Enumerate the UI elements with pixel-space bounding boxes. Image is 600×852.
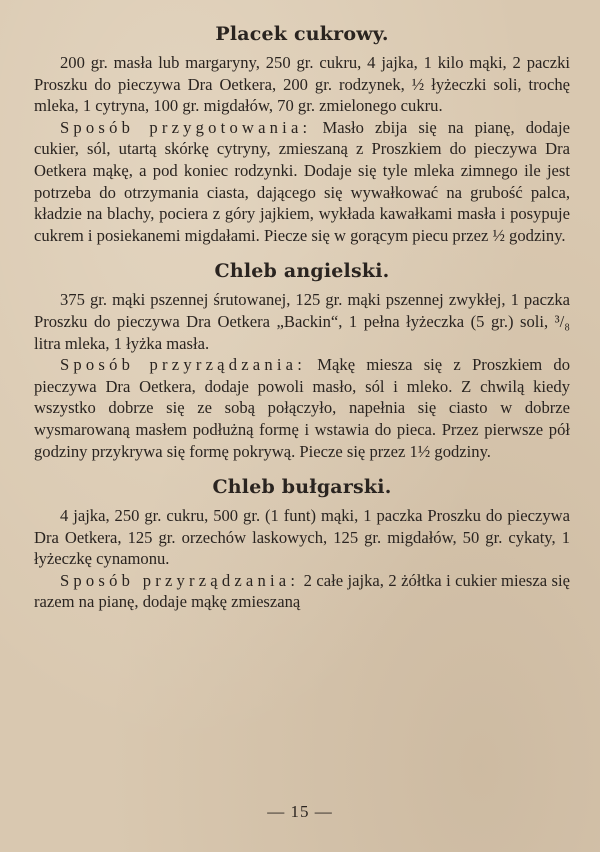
recipe-method bbox=[34, 117, 570, 247]
recipe-ingredients: 200 gr. masła lub margaryny, 250 gr. cukru, 4 jajka, 1 kilo mąki, 2 paczki Proszku do pieczywa Dra Oetkera, 200 gr. rodzynek, ½ łyżeczki soli, trochę mleka, 1 cytryna, 100 gr. migdałów, 70 gr. zmielonego cukru. bbox=[34, 53, 570, 116]
recipe-chleb-angielski bbox=[34, 259, 570, 462]
method-text: Masło zbija się na pianę, dodaje cukier, sól, utartą skórkę cytryny, zmieszaną z Proszkiem do pieczywa Dra Oetkera mąkę, a pod koniec rodzynki. Dodaje się tyle mleka zimnego ile jest potrzeba do otrzymania ciasta, dającego się wywałkować na grubość palca, kładzie na blachy, pociera z góry jajkiem, wykłada kawałkami masła i posypuje cukrem i posiekanemi migdałami. Piecze się w gorącym piecu przez ½ godziny. bbox=[34, 117, 570, 245]
recipe-title: Chleb bułgarski. bbox=[212, 476, 392, 499]
method-text: 2 całe jajka, 2 żółtka i cukier miesza się razem na pianę, dodaje mąkę zmieszaną bbox=[34, 570, 570, 612]
recipe-placek-cukrowy bbox=[34, 22, 570, 246]
method-label: Sposób przygotowania: bbox=[60, 117, 312, 137]
recipe-title: Chleb angielski. bbox=[214, 260, 390, 283]
method-label: Sposób przyrządzania: bbox=[60, 355, 307, 375]
recipe-chleb-bulgarski bbox=[34, 475, 570, 613]
method-text: Mąkę miesza się z Proszkiem do pieczywa Dra Oetkera, dodaje powoli masło, sól i mleko. Z chwilą kiedy wszystko dobrze się ze sobą połączyło, napełnia się ciasto w dobrze wysmarowaną masłem podłużną formę i wstawia do pieca. Przez pierwsze pół godziny przykrywa się formę pokrywą. Piecze się przez 1½ godziny. bbox=[34, 355, 570, 461]
recipe-title: Placek cukrowy. bbox=[215, 23, 389, 45]
page-number: — 15 — bbox=[267, 802, 333, 821]
recipe-ingredients: 4 jajka, 250 gr. cukru, 500 gr. (1 funt) mąki, 1 paczka Proszku do pieczywa Dra Oetkera, 125 gr. orzechów laskowych, 125 gr. migdałów, 50 gr. cykaty, 1 łyżeczkę cynamonu. bbox=[34, 506, 570, 569]
recipe-method bbox=[34, 354, 570, 462]
recipe-method bbox=[34, 570, 570, 613]
recipe-ingredients: 375 gr. mąki pszennej śrutowanej, 125 gr. mąki pszennej zwykłej, 1 paczka Proszku do pieczywa Dra Oetkera „Backin“, 1 pełna łyżeczka (5 gr.) soli, ³/₈ litra mleka, 1 łyżka masła. bbox=[34, 290, 570, 353]
method-label: Sposób przyrządzania: bbox=[60, 570, 300, 590]
